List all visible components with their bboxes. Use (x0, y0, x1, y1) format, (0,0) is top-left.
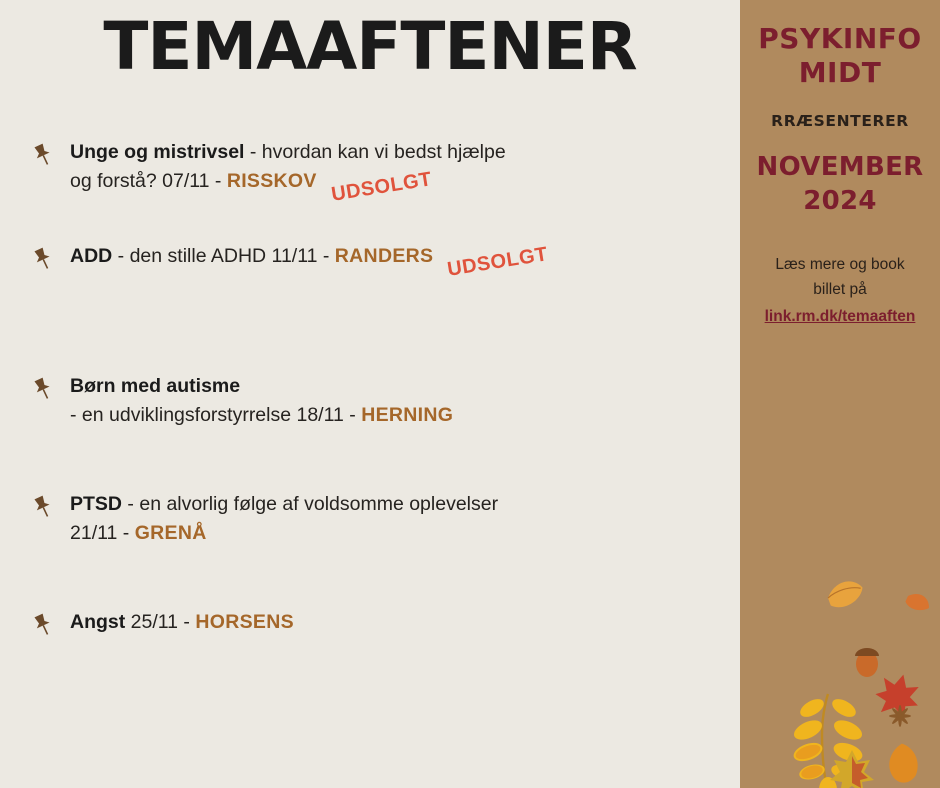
presents-label: RRÆSENTERER (771, 112, 909, 130)
event-description: - en alvorlig følge af voldsomme oplevelser (122, 493, 499, 515)
event-title: ADD (70, 245, 113, 267)
event-city: RISSKOV (226, 170, 317, 192)
brand-line-2: MIDT (798, 56, 882, 89)
event-text-line-1 (70, 490, 728, 519)
year-label: 2024 (803, 186, 877, 216)
pushpin-icon (28, 610, 58, 640)
event-date: 21/11 - (70, 522, 135, 544)
booking-line-1: Læs mere og book (775, 256, 905, 273)
event-date: og forstå? 07/11 - (70, 170, 227, 192)
event-text-line-1 (70, 242, 728, 281)
page-title: TEMAAFTENER (103, 8, 637, 85)
list-item[interactable] (28, 372, 728, 432)
booking-line-2: billet på (813, 281, 867, 298)
event-city: RANDERS (334, 245, 434, 267)
event-description: - den stille ADHD 11/11 - (112, 245, 335, 267)
pushpin-icon (28, 492, 58, 522)
booking-link[interactable]: link.rm.dk/temaaften (764, 308, 916, 325)
list-item[interactable] (28, 242, 728, 302)
autumn-leaves-decoration (740, 458, 940, 788)
sidebar (740, 0, 940, 788)
list-item[interactable] (28, 490, 728, 550)
pushpin-icon (28, 374, 58, 404)
month-label: NOVEMBER (756, 152, 924, 182)
event-text-line-2 (70, 167, 728, 206)
list-item[interactable] (28, 608, 728, 668)
pushpin-icon (28, 244, 58, 274)
event-text-line-1 (70, 608, 728, 637)
list-item[interactable] (28, 138, 728, 206)
event-description: - hvordan kan vi bedst hjælpe (244, 141, 506, 163)
event-city: GRENÅ (134, 522, 207, 544)
event-text-line-1 (70, 372, 728, 401)
event-text-line-2 (70, 401, 728, 430)
brand-line-1: PSYKINFO (758, 22, 922, 55)
event-title: Angst (70, 611, 126, 633)
event-text-line-2 (70, 519, 728, 548)
event-list (28, 138, 728, 706)
event-description: - en udviklingsforstyrrelse 18/11 - (70, 404, 362, 426)
status-badge: UDSOLGT (446, 243, 550, 281)
event-text-line-1 (70, 138, 728, 167)
event-date: 25/11 - (125, 611, 196, 633)
brand-name (740, 22, 940, 90)
pushpin-icon (28, 140, 58, 170)
event-title: Børn med autisme (70, 375, 241, 397)
booking-info (740, 252, 940, 329)
event-title: Unge og mistrivsel (70, 141, 245, 163)
event-city: HERNING (361, 404, 454, 426)
event-title: PTSD (70, 493, 123, 515)
event-month (740, 150, 940, 218)
status-badge: UDSOLGT (329, 168, 434, 206)
event-city: HORSENS (195, 611, 294, 633)
